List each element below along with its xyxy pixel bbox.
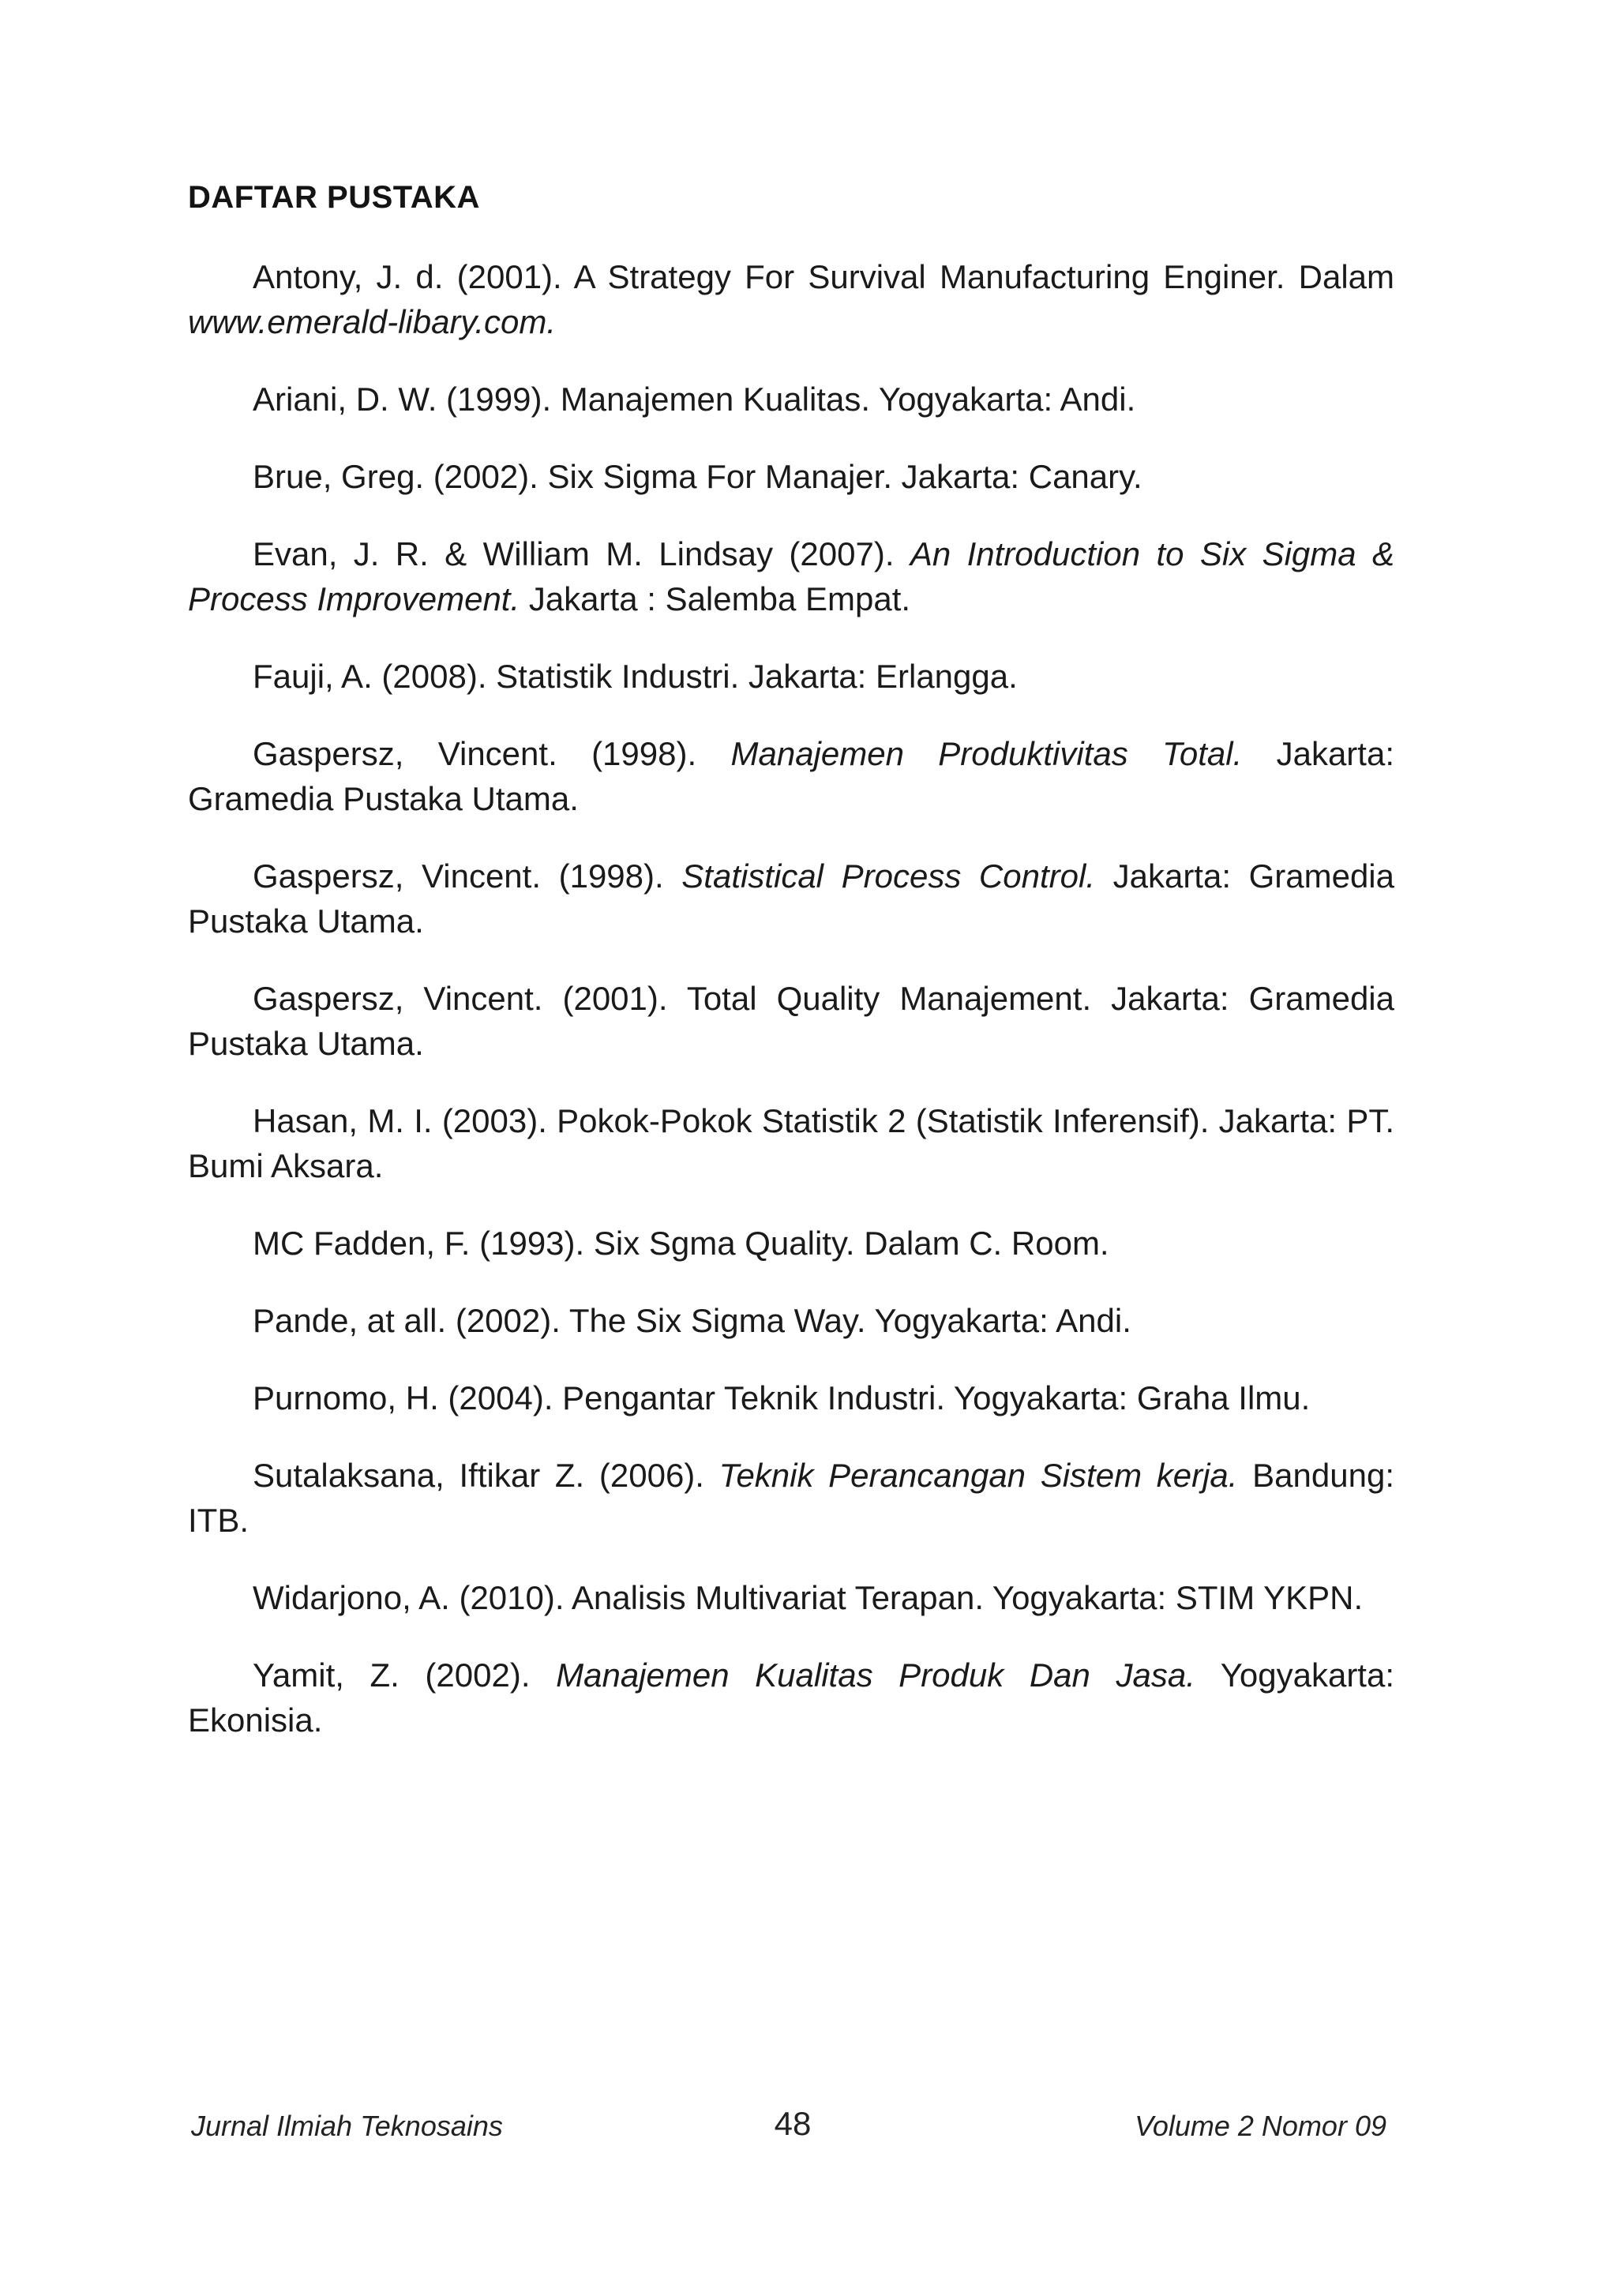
reference-text: Ariani, D. W. (1999). Manajemen Kualitas. Yogyakarta: Andi. xyxy=(253,381,1136,418)
reference-text: Purnomo, H. (2004). Pengantar Teknik Industri. Yogyakarta: Graha Ilmu. xyxy=(253,1379,1311,1416)
reference-entry xyxy=(188,976,1394,1066)
reference-text: Antony, J. d. (2001). A Strategy For Survival Manufacturing Enginer. Dalam xyxy=(253,258,1394,295)
reference-entry xyxy=(188,254,1394,344)
reference-entry xyxy=(188,1098,1394,1188)
reference-entry xyxy=(188,1221,1394,1266)
reference-text: Jakarta : Salemba Empat. xyxy=(520,580,911,617)
reference-text: Brue, Greg. (2002). Six Sigma For Manajer. Jakarta: Canary. xyxy=(253,458,1142,495)
reference-text: Bandung: ITB. xyxy=(188,1457,1394,1539)
reference-entry xyxy=(188,377,1394,422)
footer-volume: Volume 2 Nomor 09 xyxy=(1135,2110,1386,2142)
reference-title-italic: An Introduction to Six Sigma & Process Improvement. xyxy=(188,535,1394,617)
reference-entry xyxy=(188,1653,1394,1743)
reference-entry xyxy=(188,1575,1394,1620)
reference-entry xyxy=(188,531,1394,621)
reference-text: MC Fadden, F. (1993). Six Sgma Quality. Dalam C. Room. xyxy=(253,1225,1109,1262)
reference-entry xyxy=(188,853,1394,944)
reference-text: Widarjono, A. (2010). Analisis Multivariat Terapan. Yogyakarta: STIM YKPN. xyxy=(253,1579,1364,1616)
reference-entry xyxy=(188,1453,1394,1543)
reference-title-italic: Manajemen Produktivitas Total. xyxy=(730,735,1243,772)
reference-text: Jakarta: Gramedia Pustaka Utama. xyxy=(188,857,1395,940)
reference-text: Fauji, A. (2008). Statistik Industri. Jakarta: Erlangga. xyxy=(253,658,1018,695)
reference-entry xyxy=(188,731,1394,821)
reference-text: Yamit, Z. (2002). xyxy=(253,1656,557,1694)
reference-title-italic: Teknik Perancangan Sistem kerja. xyxy=(718,1457,1238,1494)
reference-entry xyxy=(188,1298,1394,1343)
reference-text: Gaspersz, Vincent. (1998). xyxy=(253,857,682,895)
footer-journal-name: Jurnal Ilmiah Teknosains xyxy=(191,2110,503,2142)
reference-title-italic: Statistical Process Control. xyxy=(681,857,1095,895)
section-heading: DAFTAR PUSTAKA xyxy=(188,180,480,215)
reference-text: Hasan, M. I. (2003). Pokok-Pokok Statistik 2 (Statistik Inferensif). Jakarta: PT. Bumi Aksara. xyxy=(188,1102,1394,1184)
reference-text: Gaspersz, Vincent. (1998). xyxy=(253,735,731,772)
reference-text: Yogyakarta: Ekonisia. xyxy=(188,1656,1395,1739)
footer-page-number: 48 xyxy=(774,2105,812,2142)
reference-list xyxy=(188,254,1394,1775)
reference-text: Sutalaksana, Iftikar Z. (2006). xyxy=(253,1457,719,1494)
reference-title-italic: Manajemen Kualitas Produk Dan Jasa. xyxy=(556,1656,1195,1694)
reference-title-italic: www.emerald-libary.com. xyxy=(188,303,556,340)
reference-entry xyxy=(188,1375,1394,1420)
reference-text: Gaspersz, Vincent. (2001). Total Quality Manajement. Jakarta: Gramedia Pustaka Utama. xyxy=(188,980,1394,1062)
reference-text: Jakarta: Gramedia Pustaka Utama. xyxy=(188,735,1394,817)
reference-text: Evan, J. R. & William M. Lindsay (2007). xyxy=(253,535,910,572)
reference-entry xyxy=(188,454,1394,499)
reference-text: Pande, at all. (2002). The Six Sigma Way. Yogyakarta: Andi. xyxy=(253,1302,1131,1339)
reference-entry xyxy=(188,654,1394,699)
